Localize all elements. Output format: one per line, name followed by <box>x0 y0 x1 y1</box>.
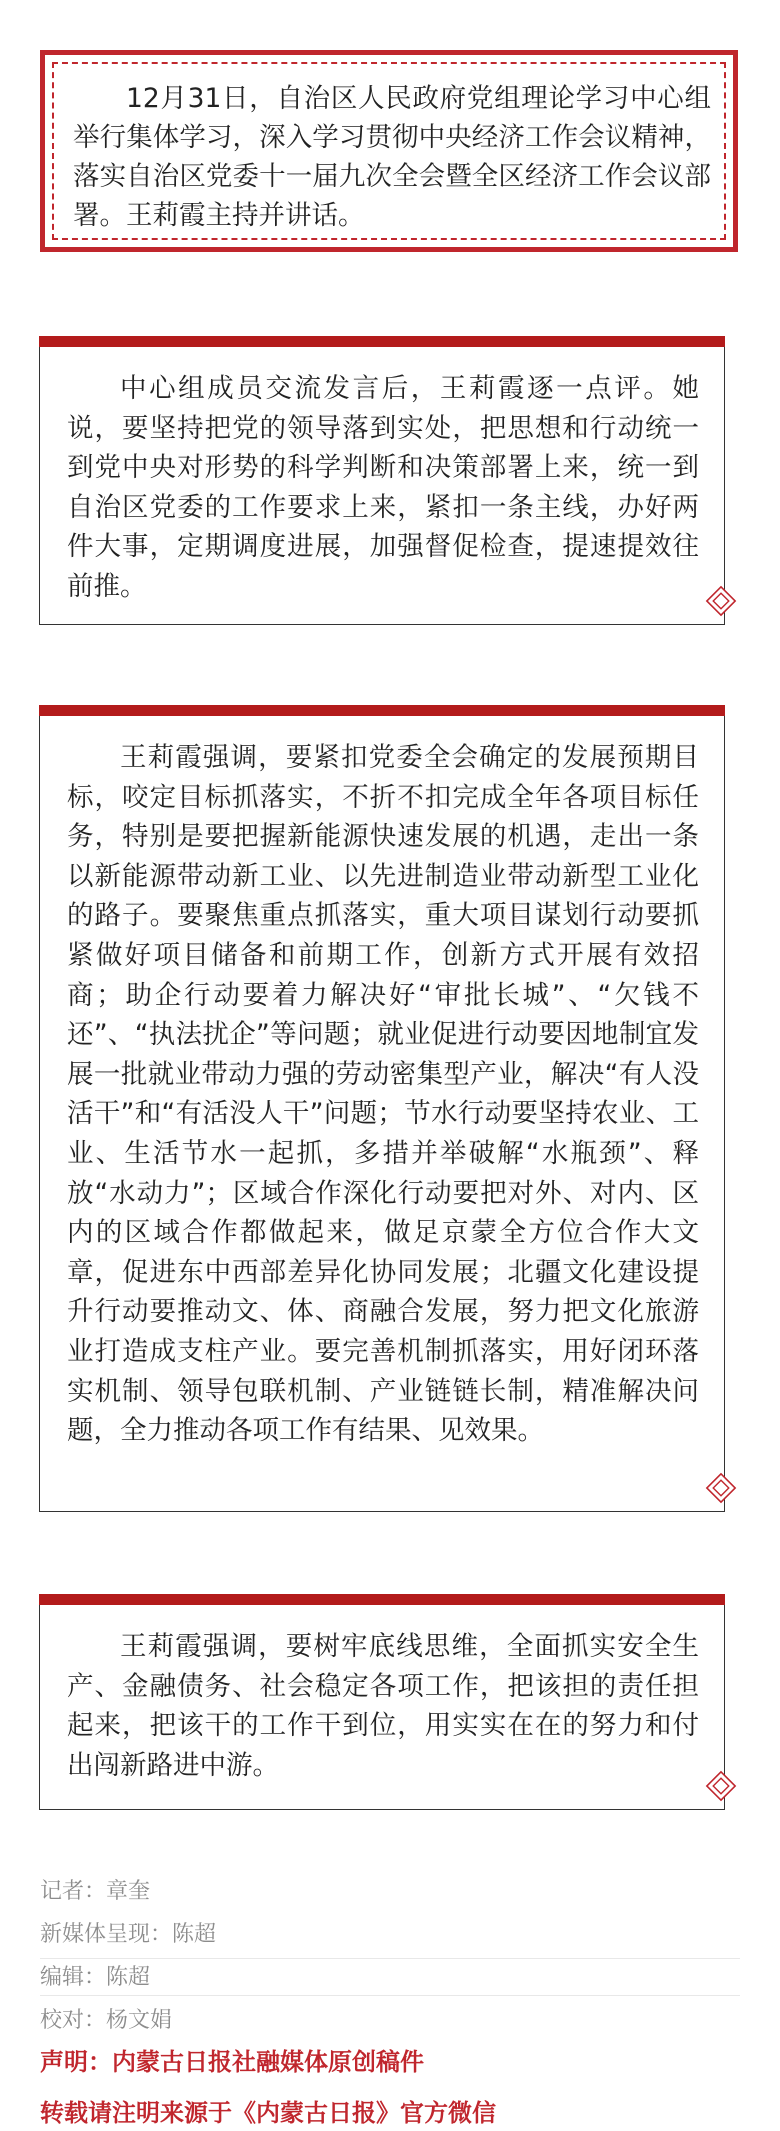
card-body <box>39 1605 725 1810</box>
content-card-1 <box>39 336 725 625</box>
card-paragraph: 中心组成员交流发言后，王莉霞逐一点评。她说，要坚持把党的领导落到实处，把思想和行动统一到党中央对形势的科学判断和决策部署上来，统一到自治区党委的工作要求上来，紧扣一条主线，办好两件大事，定期调度进展，加强督促检查，提速提效往前推。 <box>67 373 699 602</box>
divider-line <box>40 1995 740 1996</box>
reporter-credit: 记者：章奎 <box>40 1879 151 1904</box>
card-red-bar <box>39 336 725 347</box>
diamond-ornament-icon <box>704 584 738 618</box>
diamond-ornament-icon <box>704 1769 738 1803</box>
card-body <box>39 347 725 625</box>
editor-credit: 编辑：陈超 <box>40 1965 151 1990</box>
content-card-2 <box>39 705 725 1512</box>
lead-summary-text: 12月31日，自治区人民政府党组理论学习中心组举行集体学习，深入学习贯彻中央经济工作会议精神，落实自治区党委十一届九次全会暨全区经济工作会议部署。王莉霞主持并讲话。 <box>73 83 711 231</box>
diamond-ornament-icon <box>704 1471 738 1505</box>
card-body <box>39 716 725 1512</box>
card-paragraph: 王莉霞强调，要树牢底线思维，全面抓实安全生产、金融债务、社会稳定各项工作，把该担的责任担起来，把该干的工作干到位，用实实在在的努力和付出闯新路进中游。 <box>67 1631 699 1781</box>
content-card-3 <box>39 1594 725 1810</box>
reprint-notice: 转载请注明来源于《内蒙古日报》官方微信 <box>40 2099 496 2127</box>
card-red-bar <box>39 1594 725 1605</box>
copyright-statement: 声明：内蒙古日报社融媒体原创稿件 <box>40 2048 424 2076</box>
card-red-bar <box>39 705 725 716</box>
card-paragraph: 王莉霞强调，要紧扣党委全会确定的发展预期目标，咬定目标抓落实，不折不扣完成全年各项目标任务，特别是要把握新能源快速发展的机遇，走出一条以新能源带动新工业、以先进制造业带动新型工业化的路子。要聚焦重点抓落实，重大项目谋划行动要抓紧做好项目储备和前期工作，创新方式开展有效招商；助企行动要着力解决好“审批长城”、“欠钱不还”、“执法扰企”等问题；就业促进行动要因地制宜发展一批就业带动力强的劳动密集型产业，解决“有人没活干”和“有活没人干”问题；节水行动要坚持农业、工业、生活节水一起抓，多措并举破解“水瓶颈”、释放“水动力”；区域合作深化行动要把对外、对内、区内的区域合作都做起来，做足京蒙全方位合作大文章，促进东中西部差异化协同发展；北疆文化建设提升行动要推动文、体、商融合发展，努力把文化旅游业打造成支柱产业。要完善机制抓落实，用好闭环落实机制、领导包联机制、产业链链长制，精准解决问题，全力推动各项工作有结果、见效果。 <box>67 742 699 1447</box>
credits-block <box>40 1870 740 2042</box>
new-media-credit: 新媒体呈现：陈超 <box>40 1922 217 1947</box>
lead-summary-box <box>40 50 738 252</box>
proofreader-credit: 校对：杨文娟 <box>40 2008 173 2033</box>
divider-line <box>40 1958 740 1959</box>
